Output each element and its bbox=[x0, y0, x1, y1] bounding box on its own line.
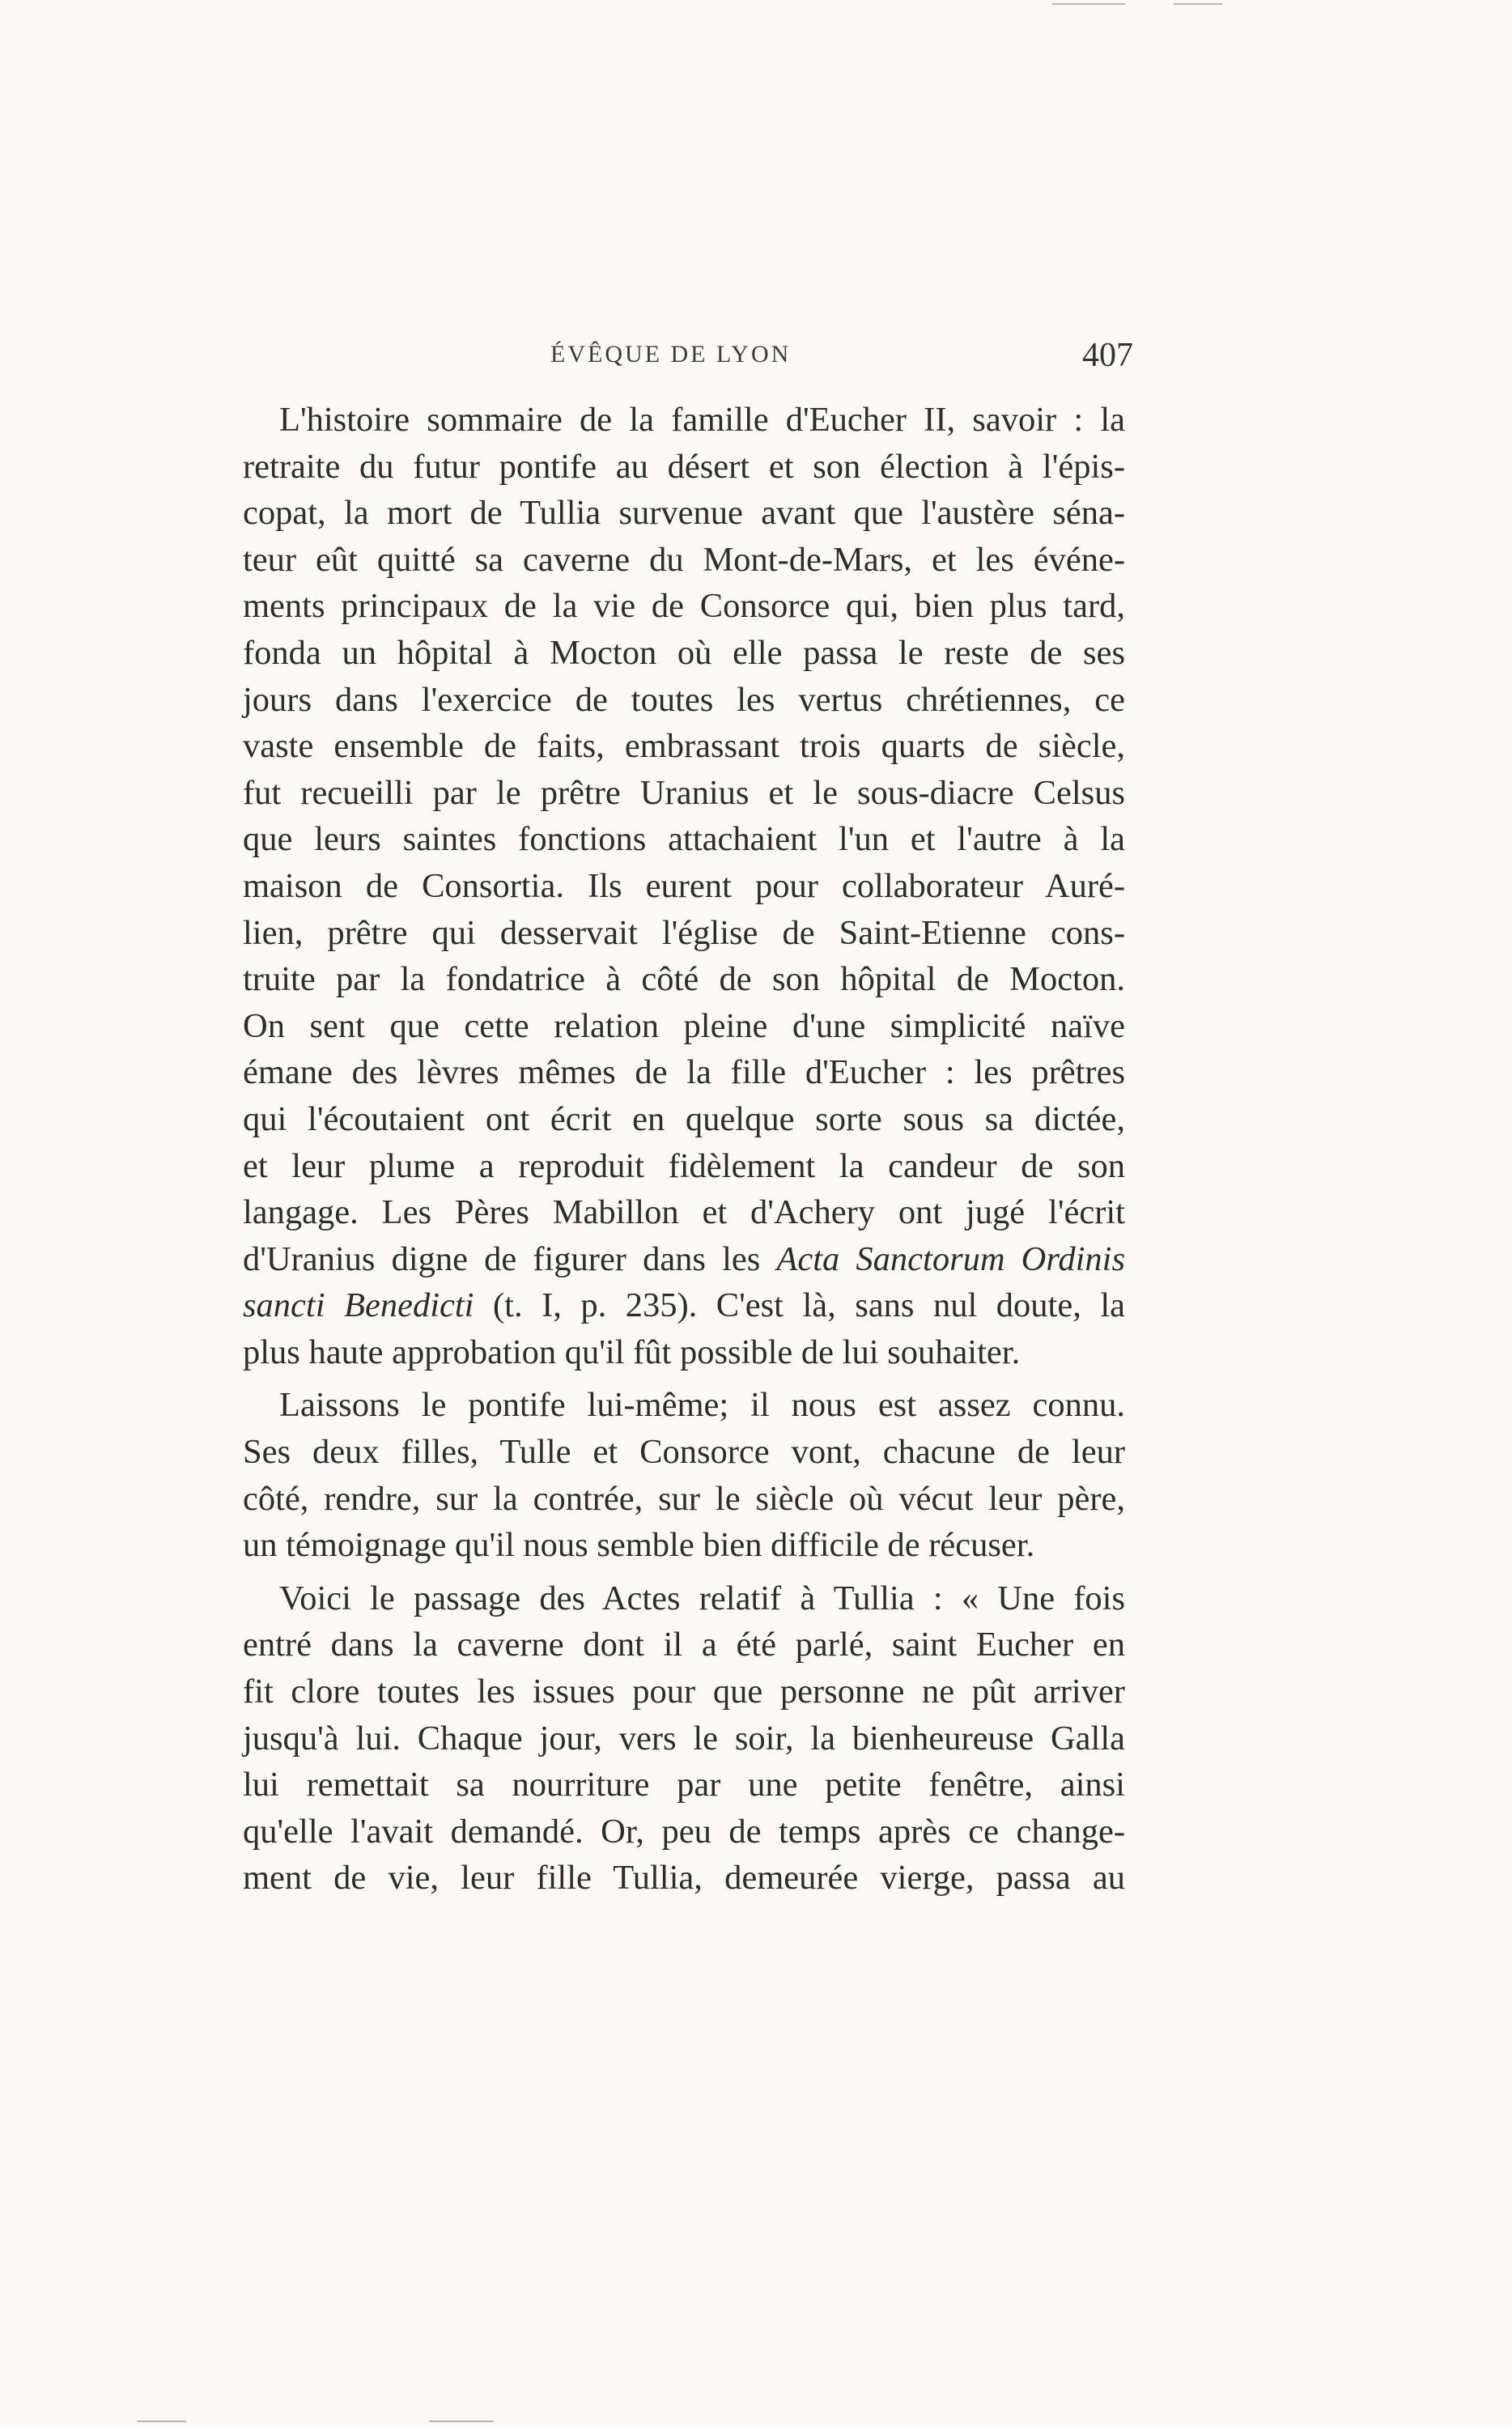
text-line: jusqu'à lui. Chaque jour, vers le soir, la bienheureuse Galla bbox=[243, 1719, 1125, 1758]
text-line: L'histoire sommaire de la famille d'Eucher II, savoir : la bbox=[279, 401, 1125, 439]
body-text bbox=[243, 397, 1125, 1902]
text-line: sancti Benedicti (t. I, p. 235). C'est là, sans nul doute, la bbox=[243, 1286, 1125, 1325]
text-line: côté, rendre, sur la contrée, sur le siècle où vécut leur père, bbox=[243, 1479, 1125, 1518]
text-line: lien, prêtre qui desservait l'église de Saint-Etienne cons- bbox=[243, 913, 1125, 952]
text-line: ments principaux de la vie de Consorce qui, bien plus tard, bbox=[243, 587, 1125, 626]
paragraph bbox=[243, 1382, 1125, 1568]
text-line: que leurs saintes fonctions attachaient l'un et l'autre à la bbox=[243, 820, 1125, 859]
paragraph bbox=[243, 397, 1125, 1375]
text-line: jours dans l'exercice de toutes les vertus chrétiennes, ce bbox=[243, 680, 1125, 719]
scan-edge-mark bbox=[138, 2421, 186, 2422]
text-line: entré dans la caverne dont il a été parlé, saint Eucher en bbox=[243, 1626, 1125, 1664]
text-line: qui l'écoutaient ont écrit en quelque sorte sous sa dictée, bbox=[243, 1099, 1125, 1138]
scan-edge-mark bbox=[429, 2421, 494, 2422]
text-line: truite par la fondatrice à côté de son hôpital de Mocton. bbox=[243, 960, 1125, 999]
text-line: et leur plume a reproduit fidèlement la candeur de son bbox=[243, 1146, 1125, 1185]
text-line: retraite du futur pontife au désert et son élection à l'épis- bbox=[243, 447, 1125, 486]
page-header bbox=[243, 336, 1133, 393]
text-line: vaste ensemble de faits, embrassant trois quarts de siècle, bbox=[243, 727, 1125, 766]
text-line: d'Uranius digne de figurer dans les Acta Sanctorum Ordinis bbox=[243, 1239, 1125, 1278]
page-number: 407 bbox=[1082, 337, 1133, 374]
running-title: ÉVÊQUE DE LYON bbox=[550, 341, 792, 368]
text-line: langage. Les Pères Mabillon et d'Achery ont jugé l'écrit bbox=[243, 1193, 1125, 1232]
text-line: fit clore toutes les issues pour que personne ne pût arriver bbox=[243, 1673, 1125, 1711]
text-line: ment de vie, leur fille Tullia, demeurée vierge, passa au bbox=[243, 1859, 1125, 1898]
text-line: émane des lèvres mêmes de la fille d'Eucher : les prêtres bbox=[243, 1053, 1125, 1092]
text-line: On sent que cette relation pleine d'une simplicité naïve bbox=[243, 1006, 1125, 1045]
scan-edge-mark bbox=[1052, 3, 1125, 5]
text-line: maison de Consortia. Ils eurent pour collaborateur Auré- bbox=[243, 866, 1125, 905]
text-line: Ses deux filles, Tulle et Consorce vont, chacune de leur bbox=[243, 1433, 1125, 1472]
text-line: Laissons le pontife lui-même; il nous est assez connu. bbox=[279, 1386, 1125, 1425]
text-line: un témoignage qu'il nous semble bien difficile de récuser. bbox=[243, 1526, 1035, 1565]
text-line: copat, la mort de Tullia survenue avant que l'austère séna- bbox=[243, 494, 1125, 533]
text-line: qu'elle l'avait demandé. Or, peu de temps après ce change- bbox=[243, 1812, 1125, 1851]
text-line: Voici le passage des Actes relatif à Tullia : « Une fois bbox=[279, 1579, 1125, 1617]
text-line: lui remettait sa nourriture par une petite fenêtre, ainsi bbox=[243, 1766, 1125, 1804]
paragraph bbox=[243, 1575, 1125, 1902]
text-line: fonda un hôpital à Mocton où elle passa le reste de ses bbox=[243, 633, 1125, 672]
text-line: plus haute approbation qu'il fût possible de lui souhaiter. bbox=[243, 1333, 1021, 1371]
text-line: teur eût quitté sa caverne du Mont-de-Mars, et les événe- bbox=[243, 540, 1125, 579]
scan-edge-mark bbox=[1174, 3, 1222, 5]
text-line: fut recueilli par le prêtre Uranius et le sous-diacre Celsus bbox=[243, 773, 1125, 812]
